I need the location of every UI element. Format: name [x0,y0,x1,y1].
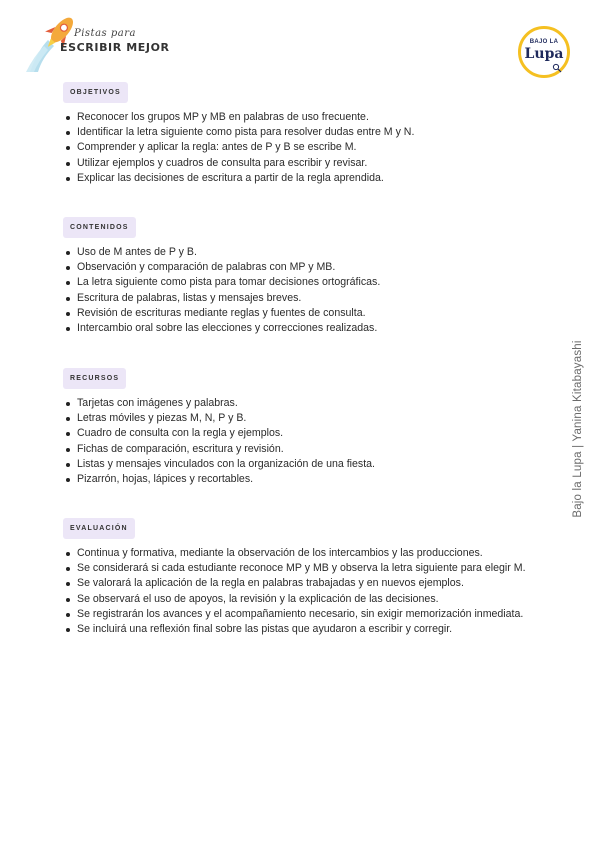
list-item: Se incluirá una reflexión final sobre las pistas que ayudaron a escribir y corregir. [63,622,543,637]
list-item: Identificar la letra siguiente como pista para resolver dudas entre M y N. [63,125,543,140]
list-item: Observación y comparación de palabras con MP y MB. [63,260,543,275]
list-item: La letra siguiente como pista para tomar decisiones ortográficas. [63,275,543,290]
side-credit [571,339,585,519]
header-logo [24,10,174,76]
section-label-evaluacion: EVALUACIÓN [63,518,135,539]
list-item: Revisión de escrituras mediante reglas y fuentes de consulta. [63,306,543,321]
list-item: Listas y mensajes vinculados con la organización de una fiesta. [63,457,543,472]
list-item: Reconocer los grupos MP y MB en palabras de uso frecuente. [63,110,543,125]
list-item: Utilizar ejemplos y cuadros de consulta para escribir y revisar. [63,156,543,171]
list-item: Comprender y aplicar la regla: antes de P y B se escribe M. [63,140,543,155]
list-evaluacion [63,546,543,637]
list-item: Se considerará si cada estudiante reconoce MP y MB y observa la letra siguiente para elegir M. [63,561,543,576]
list-item: Uso de M antes de P y B. [63,245,543,260]
section-recursos [63,367,543,487]
logo-line2: ESCRIBIR MEJOR [60,41,170,54]
list-item: Intercambio oral sobre las elecciones y correcciones realizadas. [63,321,543,336]
list-item: Se valorará la aplicación de la regla en palabras trabajadas y en nuevos ejemplos. [63,576,543,591]
badge-top-text: BAJO LA [529,39,559,45]
magnifier-icon [552,63,562,73]
list-recursos [63,396,543,487]
list-item: Explicar las decisiones de escritura a partir de la regla aprendida. [63,171,543,186]
section-contenidos [63,216,543,336]
side-credit-text: Bajo la Lupa | Yanina Kitabayashi [572,340,584,518]
badge-main-text: Lupa [524,46,564,62]
list-objetivos [63,110,543,186]
list-item: Continua y formativa, mediante la observación de los intercambios y las producciones. [63,546,543,561]
list-item: Cuadro de consulta con la regla y ejemplos. [63,426,543,441]
list-item: Se observará el uso de apoyos, la revisión y la explicación de las decisiones. [63,592,543,607]
list-item: Tarjetas con imágenes y palabras. [63,396,543,411]
section-label-recursos: RECURSOS [63,368,126,389]
logo-line1: Pistas para [74,28,136,39]
section-label-contenidos: CONTENIDOS [63,217,136,238]
section-label-objetivos: OBJETIVOS [63,82,128,103]
list-item: Escritura de palabras, listas y mensajes breves. [63,291,543,306]
brand-badge [518,26,570,78]
section-objetivos [63,81,543,186]
list-item: Fichas de comparación, escritura y revisión. [63,442,543,457]
section-evaluacion [63,517,543,637]
list-contenidos [63,245,543,336]
list-item: Letras móviles y piezas M, N, P y B. [63,411,543,426]
list-item: Se registrarán los avances y el acompañamiento necesario, sin exigir memorización inmediata. [63,607,543,622]
list-item: Pizarrón, hojas, lápices y recortables. [63,472,543,487]
